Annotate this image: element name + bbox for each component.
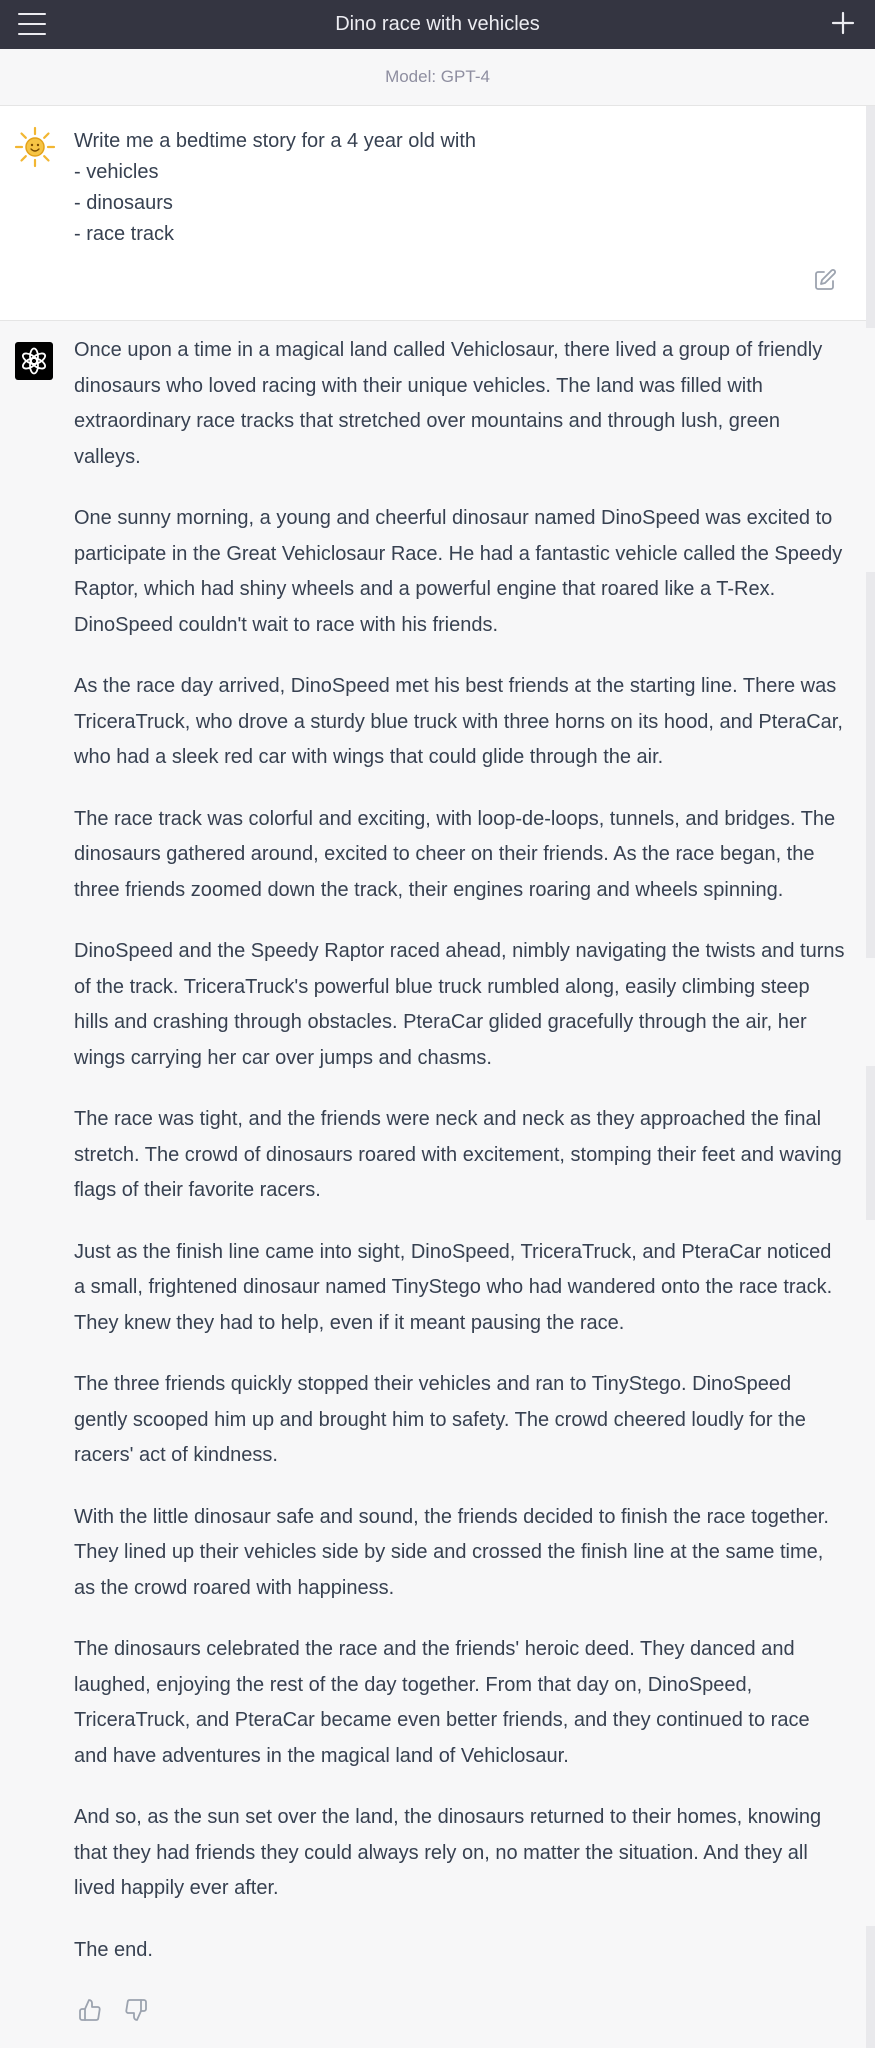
conversation-title: Dino race with vehicles [335,13,540,35]
model-indicator [0,49,875,106]
scrollbar-segment [866,1926,875,2048]
story-paragraph: With the little dinosaur safe and sound, the friends decided to finish the race together. They lined up their vehicles side by side and crossed the finish line at the same time, as the crowd roared with happiness. [74,1505,829,1599]
menu-line [18,13,46,15]
hamburger-menu-icon[interactable] [18,13,46,35]
assistant-story-text [74,333,846,1994]
feedback-buttons [78,1998,148,2022]
menu-line [18,33,46,35]
prompt-line: - race track [74,223,175,245]
story-paragraph: The race was tight, and the friends were neck and neck as they approached the final stretch. The crowd of dinosaurs roared with excitement, stomping their feet and waving flags of their favorite racers. [74,1108,842,1201]
plus-icon[interactable] [831,11,855,35]
scrollbar-segment [866,106,875,328]
edit-icon[interactable] [813,268,837,292]
story-paragraph: The race track was colorful and exciting, with loop-de-loops, tunnels, and bridges. The dinosaurs gathered around, excited to cheer on their friends. As the race began, the three friends zoomed down the track, their engines roaring and wheels spinning. [74,807,836,901]
prompt-line: - vehicles [74,161,159,183]
assistant-message [0,321,875,2048]
story-paragraph: As the race day arrived, DinoSpeed met his best friends at the starting line. There was TriceraTruck, who drove a sturdy blue truck with three horns on its hood, and PteraCar, who had a sleek red car with wings that could glide through the air. [74,675,843,768]
scrollbar-segment [866,572,875,958]
story-paragraph: DinoSpeed and the Speedy Raptor raced ahead, nimbly navigating the twists and turns of the track. TriceraTruck's powerful blue truck rumbled along, easily climbing steep hills and crashing through obstacles. PteraCar glided gracefully through the air, her wings carrying her car over jumps and chasms. [74,940,845,1069]
top-bar [0,0,875,49]
thumbs-up-icon[interactable] [78,1998,102,2022]
story-paragraph: One sunny morning, a young and cheerful dinosaur named DinoSpeed was excited to participate in the Great Vehiclosaur Race. He had a fantastic vehicle called the Speedy Raptor, which had shiny wheels and a powerful engine that roared like a T-Rex. DinoSpeed couldn't wait to race with his friends. [74,507,843,636]
story-paragraph: Just as the finish line came into sight, DinoSpeed, TriceraTruck, and PteraCar noticed a small, frightened dinosaur named TinyStego who had wandered onto the race track. They knew they had to help, even if it meant pausing the race. [74,1240,833,1334]
story-paragraph: And so, as the sun set over the land, the dinosaurs returned to their homes, knowing that they had friends they could always rely on, no matter the situation. And they all lived happily ever after. [74,1806,822,1899]
story-paragraph: The dinosaurs celebrated the race and the friends' heroic deed. They danced and laughed, enjoying the rest of the day together. From that day on, DinoSpeed, TriceraTruck, and PteraCar became even better friends, and they continued to race and have adventures in the magical land of Vehiclosaur. [74,1638,810,1767]
scrollbar-segment [866,1066,875,1220]
sun-avatar-icon [14,126,56,168]
model-label: Model: GPT-4 [385,67,490,86]
menu-line [18,23,46,25]
story-paragraph: The three friends quickly stopped their vehicles and ran to TinyStego. DinoSpeed gently scooped him up and brought him to safety. The crowd cheered loudly for the racers' act of kindness. [74,1373,806,1466]
thumbs-down-icon[interactable] [124,1998,148,2022]
prompt-line: Write me a bedtime story for a 4 year old with [74,130,477,152]
user-message [0,106,875,321]
story-paragraph: The end. [74,1938,153,1961]
openai-logo-icon [15,342,53,380]
prompt-line: - dinosaurs [74,192,173,214]
scrollbar[interactable] [866,106,875,2048]
story-paragraph: Once upon a time in a magical land called Vehiclosaur, there lived a group of friendly dinosaurs who loved racing with their unique vehicles. The land was filled with extraordinary race tracks that stretched over mountains and through lush, green valleys. [74,339,823,468]
user-prompt-text [74,126,834,250]
